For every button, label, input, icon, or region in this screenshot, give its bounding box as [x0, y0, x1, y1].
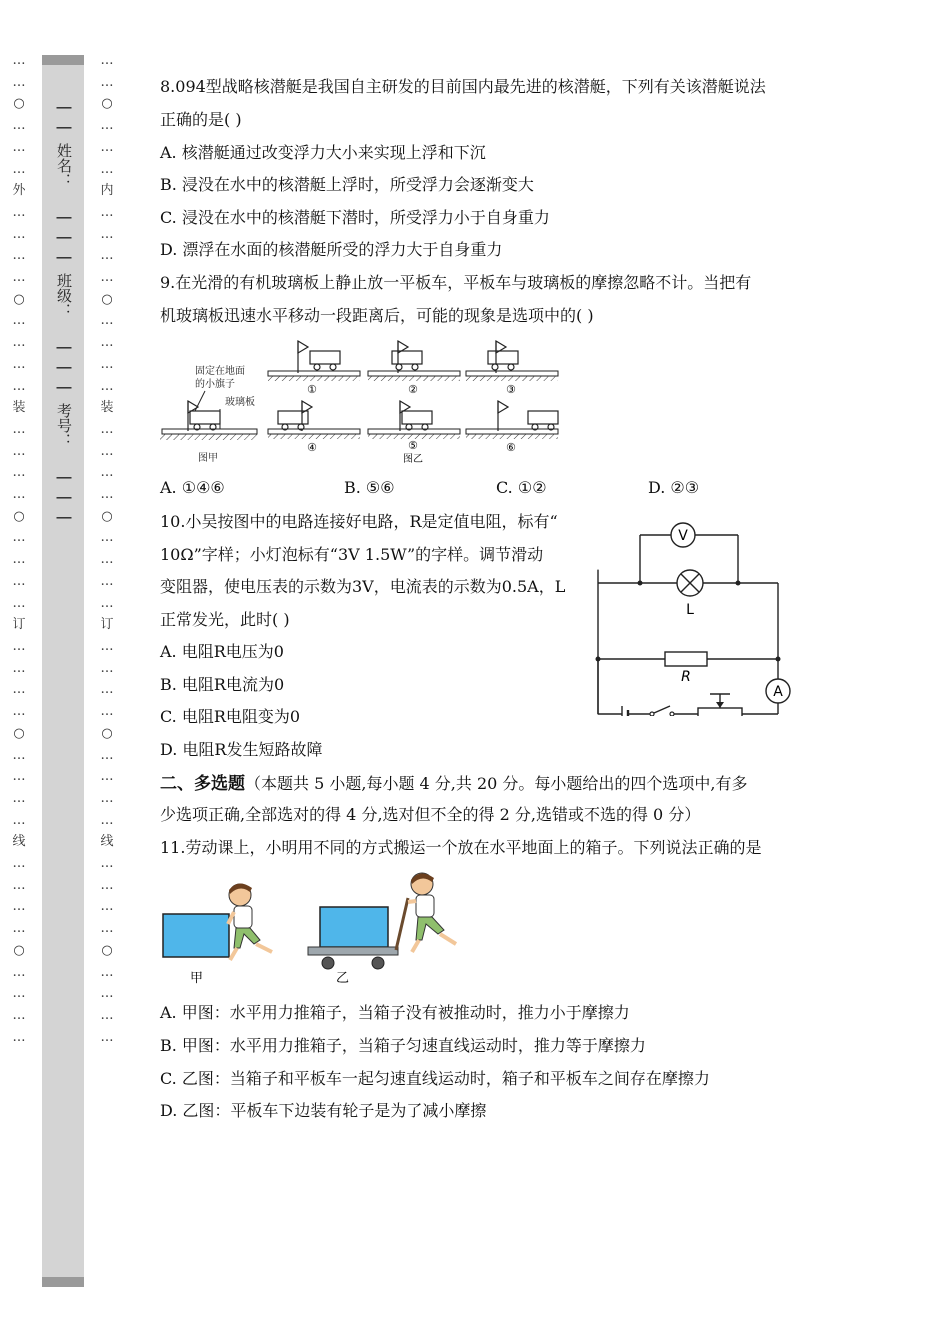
q9-option-c[interactable]: C. ①② — [496, 478, 547, 497]
class-blank-4[interactable]: __ — [56, 331, 72, 349]
outer-binding-margin: … … ○ … … … 外 … … … … ○ … … … … 装 … … … … ○ … … … … 订 … … … … ○ … … … … 线 … … … … ○ … … … … — [12, 53, 26, 1045]
q11-option-d[interactable]: D. 乙图：平板车下边装有轮子是为了减小摩擦 — [160, 1101, 487, 1120]
q9-stem-line2: 机玻璃板迅速水平移动一段距离后，可能的现象是选项中的( ) — [160, 306, 594, 325]
box-jia — [163, 914, 229, 957]
inner-mark-zhuang: 装 — [100, 400, 114, 416]
q9-fig-6 — [466, 401, 558, 454]
q8-stem-line1: 8.094型战略核潜艇是我国自主研发的目前国内最先进的核潜艇，下列有关该潜艇说法 — [160, 77, 766, 96]
q10-stem-line4: 正常发光，此时( ) — [160, 610, 290, 629]
exam-id-blank-2[interactable]: __ — [56, 481, 72, 499]
fig-num-1: ① — [307, 383, 317, 396]
q9-fig-4 — [268, 401, 360, 454]
exam-id-blank-1[interactable]: __ — [56, 461, 72, 479]
fig-yi-label: 图乙 — [403, 454, 423, 465]
q10-circuit — [590, 516, 800, 716]
q9-option-d[interactable]: D. ②③ — [648, 478, 700, 497]
flag-label-line2: 的小旗子 — [195, 379, 235, 390]
outer-mark-xian: 线 — [12, 834, 26, 850]
q9-figure — [160, 333, 570, 468]
resistor-symbol — [665, 652, 707, 666]
q9-fig-jia — [160, 364, 258, 464]
q11-option-b[interactable]: B. 甲图：水平用力推箱子，当箱子匀速直线运动时，推力等于摩擦力 — [160, 1036, 646, 1055]
q11-fig-yi — [308, 873, 456, 986]
q9-stem-line1: 9.在光滑的有机玻璃板上静止放一平板车，平板车与玻璃板的摩擦忽略不计。当把有 — [160, 273, 752, 292]
class-blank-5[interactable]: __ — [56, 351, 72, 369]
class-blank-1[interactable]: __ — [56, 201, 72, 219]
box-yi — [320, 907, 388, 947]
class-label: 班级： — [55, 272, 73, 318]
ammeter-label: A — [773, 684, 783, 700]
name-blank-2[interactable]: __ — [56, 111, 72, 129]
q11-fig-jia — [163, 883, 272, 986]
q11-figure — [160, 868, 470, 986]
section2-desc-line1: （本题共 5 小题,每小题 4 分,共 20 分。每小题给出的四个选项中,有多 — [245, 774, 748, 793]
inner-binding-margin: … … ○ … … … 内 … … … … ○ … … … … 装 … … … … ○ … … … … 订 … … … … ○ … … … … 线 … … … … ○ … … … … — [100, 53, 114, 1045]
fig-num-2: ② — [408, 383, 418, 396]
fig-num-3: ③ — [506, 383, 516, 396]
q10-stem-line2: 10Ω”字样；小灯泡标有“3V 1.5W”的字样。调节滑动 — [160, 545, 544, 564]
outer-mark-ding: 订 — [12, 617, 26, 633]
student-info — [50, 90, 78, 520]
fig-num-4: ④ — [307, 441, 317, 454]
exam-id-label: 考号： — [55, 402, 73, 448]
name-blank-1[interactable]: __ — [56, 91, 72, 109]
outer-mark-wai: 外 — [12, 183, 26, 199]
strip-bottom-cap — [42, 1277, 84, 1287]
q8-option-c[interactable]: C. 浸没在水中的核潜艇下潜时，所受浮力小于自身重力 — [160, 208, 550, 227]
lamp-label: L — [686, 602, 694, 618]
q10-stem-line1: 10.小吴按图中的电路连接好电路，R是定值电阻，标有“ — [160, 512, 558, 531]
name-label: 姓名： — [55, 142, 73, 188]
q11-option-a[interactable]: A. 甲图：水平用力推箱子，当箱子没有被推动时，推力小于摩擦力 — [160, 1003, 630, 1022]
q8-option-d[interactable]: D. 漂浮在水面的核潜艇所受的浮力大于自身重力 — [160, 240, 503, 259]
q9-option-b[interactable]: B. ⑤⑥ — [344, 478, 395, 497]
glass-label: 玻璃板 — [225, 397, 255, 408]
q11-stem: 11.劳动课上，小明用不同的方式搬运一个放在水平地面上的箱子。下列说法正确的是 — [160, 838, 762, 857]
strip-top-cap — [42, 55, 84, 65]
q8-option-b[interactable]: B. 浸没在水中的核潜艇上浮时，所受浮力会逐渐变大 — [160, 175, 534, 194]
q10-option-c[interactable]: C. 电阻R电阻变为0 — [160, 707, 301, 726]
inner-mark-nei: 内 — [100, 183, 114, 199]
voltmeter-label: V — [678, 528, 688, 544]
fig-num-5: ⑤ — [408, 439, 418, 452]
outer-mark-zhuang: 装 — [12, 400, 26, 416]
q9-fig-1 — [268, 341, 360, 396]
exam-id-blank-3[interactable]: __ — [56, 501, 72, 519]
inner-mark-ding: 订 — [100, 617, 114, 633]
q9-fig-2 — [368, 341, 460, 396]
class-blank-2[interactable]: __ — [56, 221, 72, 239]
inner-mark-xian: 线 — [100, 834, 114, 850]
fig-yi-label: 乙 — [336, 971, 350, 986]
q10-option-a[interactable]: A. 电阻R电压为0 — [160, 642, 284, 661]
fig-jia-label: 图甲 — [198, 453, 218, 464]
fig-num-6: ⑥ — [506, 441, 516, 454]
q9-option-a[interactable]: A. ①④⑥ — [160, 478, 225, 497]
q9-fig-5 — [368, 401, 460, 465]
fig-jia-label: 甲 — [190, 971, 204, 986]
section2-heading: 二、多选题 — [160, 774, 245, 794]
q8-stem-line2: 正确的是( ) — [160, 110, 242, 129]
flag-label-line1: 固定在地面 — [195, 366, 245, 377]
q10-option-d[interactable]: D. 电阻R发生短路故障 — [160, 740, 323, 759]
q11-option-c[interactable]: C. 乙图：当箱子和平板车一起匀速直线运动时，箱子和平板车之间存在摩擦力 — [160, 1069, 710, 1088]
class-blank-3[interactable]: __ — [56, 241, 72, 259]
class-blank-6[interactable]: __ — [56, 371, 72, 389]
resistor-label: R — [681, 669, 691, 685]
q8-option-a[interactable]: A. 核潜艇通过改变浮力大小来实现上浮和下沉 — [160, 143, 486, 162]
q9-fig-3 — [466, 341, 558, 396]
q10-option-b[interactable]: B. 电阻R电流为0 — [160, 675, 285, 694]
section2-heading-line — [160, 769, 748, 794]
section2-desc-line2: 少选项正确,全部选对的得 4 分,选对但不全的得 2 分,选错或不选的得 0 分） — [160, 805, 701, 824]
rheostat-symbol — [698, 708, 742, 716]
q10-stem-line3: 变阻器，使电压表的示数为3V，电流表的示数为0.5A，L — [160, 577, 566, 596]
